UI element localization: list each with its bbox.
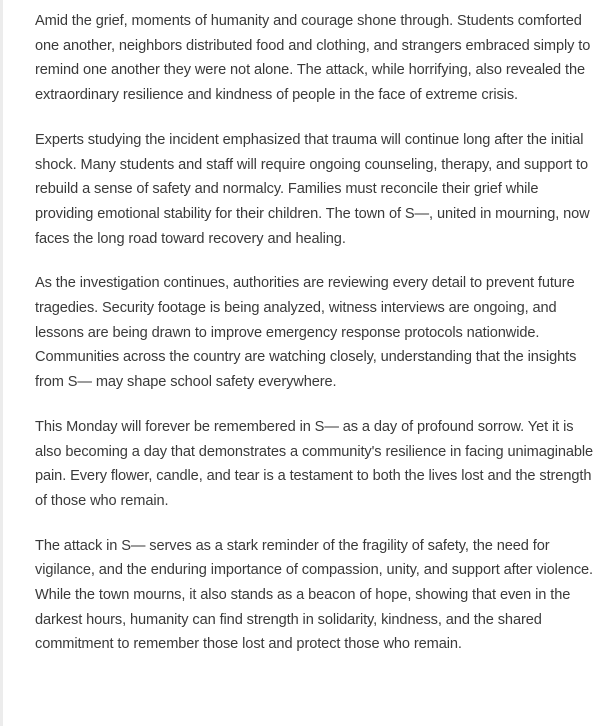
- paragraph-conclusion: The attack in S— serves as a stark reminder of the fragility of safety, the need for vigilance, and the enduring importance of compassion, unity, and support after violence. While the town mourns, it also stands as a beacon of hope, showing that even in the darkest hours, humanity can find strength in solidarity, kindness, and the shared commitment to remember those lost and protect those who remain.: [35, 537, 593, 653]
- paragraph-humanity: Amid the grief, moments of humanity and courage shone through. Students comforted one another, neighbors distributed food and clothing, and strangers embraced simply to remind one another they were not alone. The attack, while horrifying, also revealed the extraordinary resilience and kindness of people in the face of extreme crisis.: [35, 13, 591, 104]
- paragraph-investigation: As the investigation continues, authorities are reviewing every detail to prevent future tragedies. Security footage is being analyzed, witness interviews are ongoing, and lessons are being drawn to improve emergency response protocols nationwide. Communities across the country are watching closely, understanding that the insights from S— may shape school safety everywhere.: [35, 275, 577, 391]
- paragraph-trauma: Experts studying the incident emphasized that trauma will continue long after the initial shock. Many students and staff will require ongoing counseling, therapy, and support to rebuild a sense of safety and normalcy. Families must reconcile their grief while providing emotional stability for their children. The town of S—, united in mourning, now faces the long road toward recovery and healing.: [35, 131, 590, 247]
- article-body: [35, 9, 595, 677]
- paragraph-remembrance: This Monday will forever be remembered in S— as a day of profound sorrow. Yet it is also becoming a day that demonstrates a community's resilience in facing unimaginable pain. Every flower, candle, and tear is a testament to both the lives lost and the strength of those who remain.: [35, 418, 594, 509]
- left-border-strip: [0, 0, 3, 726]
